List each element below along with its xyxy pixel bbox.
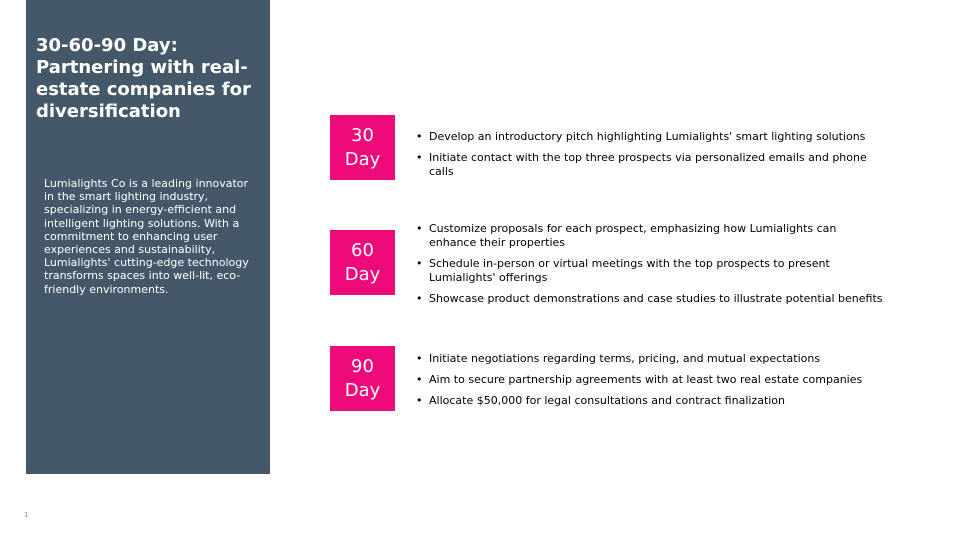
page-title: 30-60-90 Day: Partnering with real-estate companies for diversification <box>36 35 251 122</box>
list-item: • Aim to secure partnership agreements with at least two real estate companies <box>414 373 884 387</box>
page-number: 1 <box>24 511 29 519</box>
phase-number: 30 <box>351 124 374 146</box>
phase-badge-60 <box>330 230 395 295</box>
list-item: • Initiate negotiations regarding terms, pricing, and mutual expectations <box>414 352 884 366</box>
sidebar-panel <box>26 0 270 474</box>
list-item: • Initiate contact with the top three prospects via personalized emails and phone calls <box>414 151 884 179</box>
list-item: • Allocate $50,000 for legal consultations and contract finalization <box>414 394 884 408</box>
phase-badge-30 <box>330 115 395 180</box>
list-item: • Showcase product demonstrations and case studies to illustrate potential benefits <box>414 292 884 306</box>
company-description: Lumialights Co is a leading innovator in the smart lighting industry, specializing in energy-efficient and intelligent lighting solutions. With a commitment to enhancing user experiences and sustainability, Lumialights' cutting-edge technology transforms spaces into well-lit, eco-friendly environments. <box>44 177 249 296</box>
phase-unit: Day <box>344 148 381 170</box>
phase-task-list-30 <box>414 130 884 186</box>
phase-badge-90 <box>330 346 395 411</box>
phase-unit: Day <box>344 263 381 285</box>
phase-number: 60 <box>351 239 374 261</box>
list-item: • Customize proposals for each prospect, emphasizing how Lumialights can enhance their properties <box>414 222 884 250</box>
phase-unit: Day <box>344 379 381 401</box>
phase-task-list-60 <box>414 222 884 313</box>
list-item: • Schedule in-person or virtual meetings with the top prospects to present Lumialights' offerings <box>414 257 884 285</box>
phase-task-list-90 <box>414 352 884 415</box>
list-item: • Develop an introductory pitch highlighting Lumialights' smart lighting solutions <box>414 130 884 144</box>
phase-number: 90 <box>351 355 374 377</box>
